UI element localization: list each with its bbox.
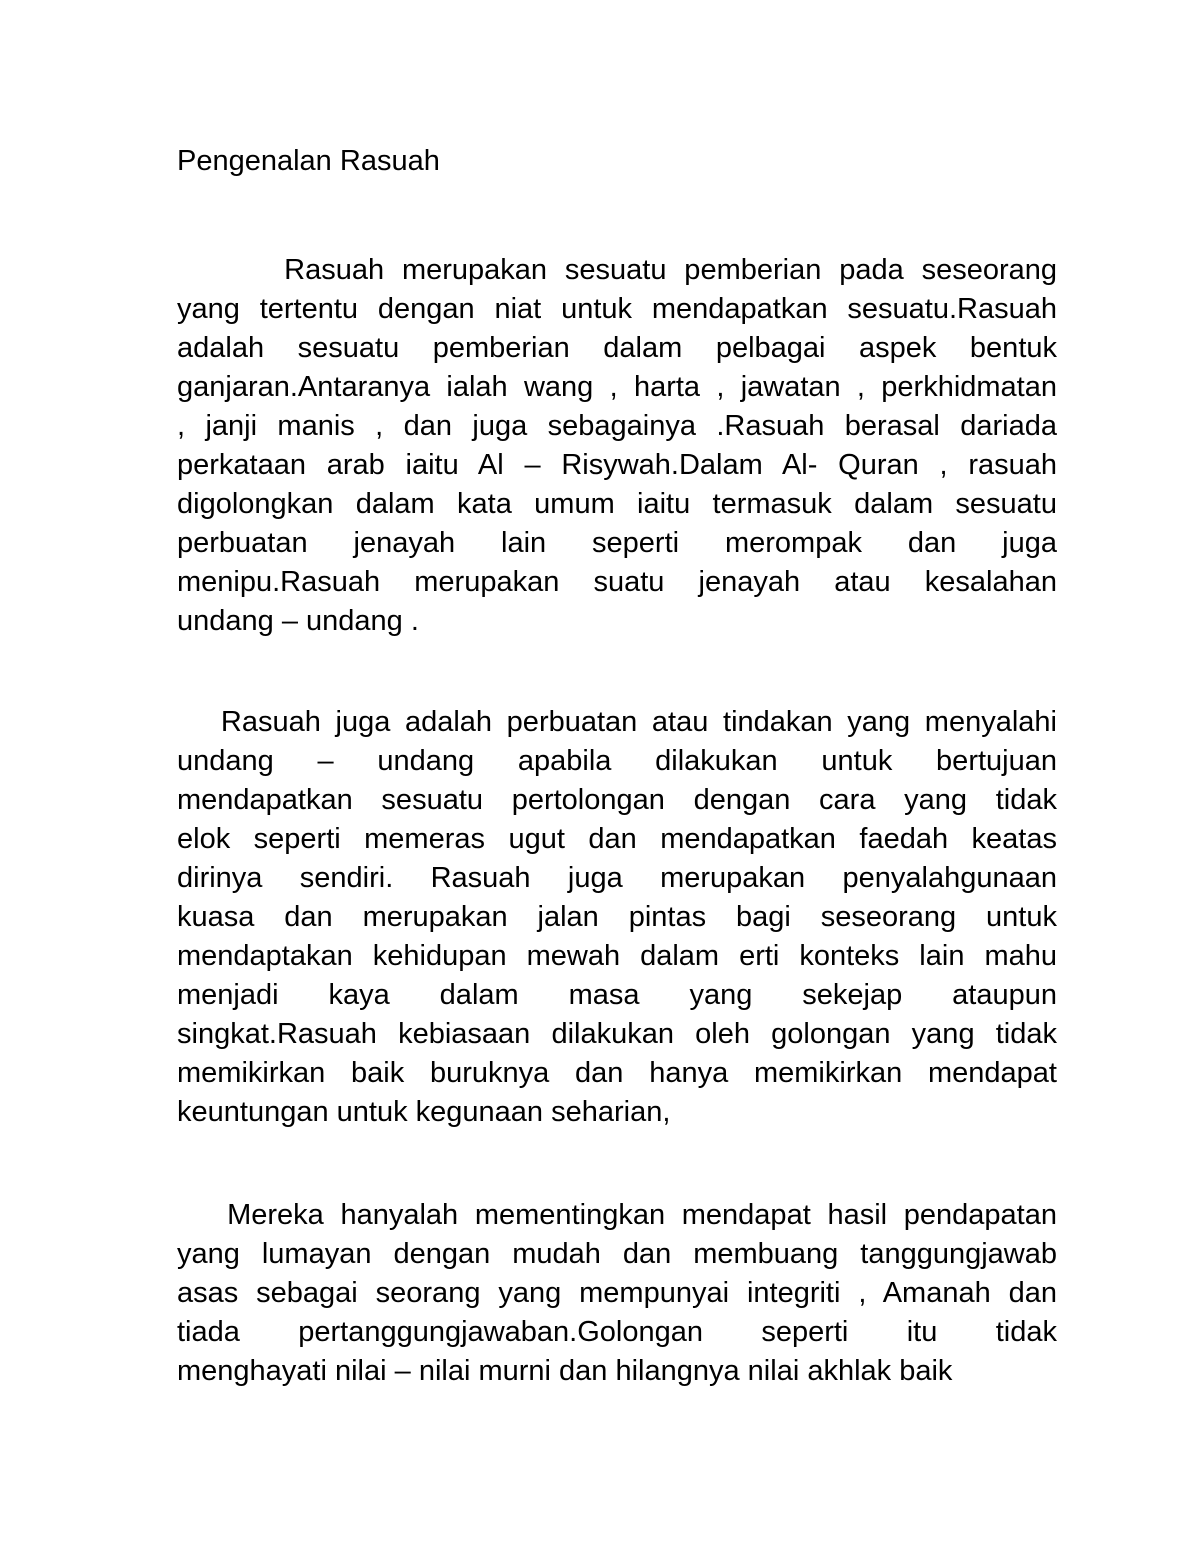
- paragraph-line: menjadi kaya dalam masa yang sekejap ataupun: [177, 979, 1057, 1011]
- paragraph-line: singkat.Rasuah kebiasaan dilakukan oleh golongan yang tidak: [177, 1018, 1057, 1050]
- document-title: Pengenalan Rasuah: [177, 145, 440, 177]
- paragraph-line: Rasuah merupakan sesuatu pemberian pada seseorang: [177, 254, 1057, 286]
- paragraph-line: menghayati nilai – nilai murni dan hilangnya nilai akhlak baik: [177, 1355, 953, 1387]
- paragraph-line: digolongkan dalam kata umum iaitu termasuk dalam sesuatu: [177, 488, 1057, 520]
- paragraph-2: [177, 703, 1057, 1132]
- paragraph-line: yang tertentu dengan niat untuk mendapatkan sesuatu.Rasuah: [177, 293, 1057, 325]
- paragraph-line: undang – undang apabila dilakukan untuk bertujuan: [177, 745, 1057, 777]
- paragraph-line: Mereka hanyalah mementingkan mendapat hasil pendapatan: [177, 1199, 1057, 1231]
- paragraph-line: ganjaran.Antaranya ialah wang , harta , jawatan , perkhidmatan: [177, 371, 1057, 403]
- paragraph-line: memikirkan baik buruknya dan hanya memikirkan mendapat: [177, 1057, 1057, 1089]
- paragraph-line: adalah sesuatu pemberian dalam pelbagai aspek bentuk: [177, 332, 1057, 364]
- paragraph-line: perbuatan jenayah lain seperti merompak dan juga: [177, 527, 1057, 559]
- paragraph-line: mendapatkan sesuatu pertolongan dengan cara yang tidak: [177, 784, 1057, 816]
- paragraph-line: perkataan arab iaitu Al – Risywah.Dalam Al- Quran , rasuah: [177, 449, 1057, 481]
- paragraph-line: undang – undang .: [177, 605, 419, 637]
- paragraph-line: , janji manis , dan juga sebagainya .Rasuah berasal dariada: [177, 410, 1057, 442]
- paragraph-line: tiada pertanggungjawaban.Golongan seperti itu tidak: [177, 1316, 1057, 1348]
- paragraph-line: Rasuah juga adalah perbuatan atau tindakan yang menyalahi: [177, 706, 1057, 738]
- paragraph-line: kuasa dan merupakan jalan pintas bagi seseorang untuk: [177, 901, 1057, 933]
- paragraph-line: menipu.Rasuah merupakan suatu jenayah atau kesalahan: [177, 566, 1057, 598]
- paragraph-1: [177, 251, 1057, 641]
- paragraph-line: keuntungan untuk kegunaan seharian,: [177, 1096, 671, 1128]
- paragraph-line: mendaptakan kehidupan mewah dalam erti konteks lain mahu: [177, 940, 1057, 972]
- paragraph-line: asas sebagai seorang yang mempunyai integriti , Amanah dan: [177, 1277, 1057, 1309]
- paragraph-line: elok seperti memeras ugut dan mendapatkan faedah keatas: [177, 823, 1057, 855]
- paragraph-3: [177, 1196, 1057, 1391]
- paragraph-line: dirinya sendiri. Rasuah juga merupakan penyalahgunaan: [177, 862, 1057, 894]
- paragraph-line: yang lumayan dengan mudah dan membuang tanggungjawab: [177, 1238, 1057, 1270]
